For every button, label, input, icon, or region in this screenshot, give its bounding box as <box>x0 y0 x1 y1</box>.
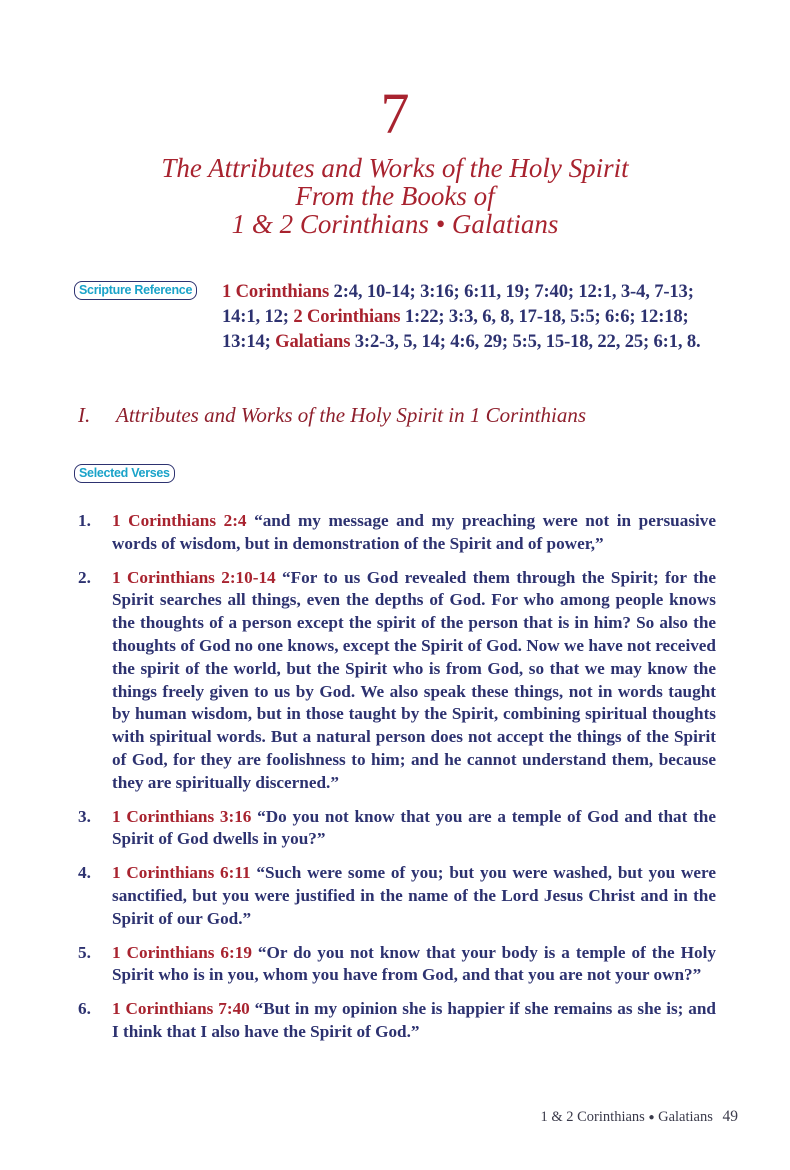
chapter-title-line-1: The Attributes and Works of the Holy Spirit <box>161 153 629 183</box>
chapter-number: 7 <box>380 81 410 146</box>
verse-number: 6. <box>78 999 91 1019</box>
book-refs: 1:22; 3:3, 6, 8, 17-18, 5:5; 6:6; 12:18; 13:14; <box>222 306 689 352</box>
page-footer <box>540 1108 738 1126</box>
verse-item <box>78 567 716 795</box>
book-refs: 2:4, 10-14; 3:16; 6:11, 19; 7:40; 12:1, 3-4, 7-13; 14:1, 12; <box>222 281 694 327</box>
verse-number: 2. <box>78 567 91 587</box>
verse-reference: 1 Corinthians 2:4 <box>112 511 247 530</box>
verse-item <box>78 942 716 988</box>
chapter-title <box>0 154 790 238</box>
selected-verses-header <box>74 464 175 483</box>
chapter-title-line-3: 1 & 2 Corinthians • Galatians <box>231 209 559 239</box>
verse-reference: 1 Corinthians 6:19 <box>112 942 252 962</box>
scripture-reference-list <box>222 279 734 354</box>
verse-item <box>78 998 716 1044</box>
verse-text: “and my message and my preaching were not in persuasive words of wisdom, but in demonstration of the Spirit and of power,” <box>112 511 717 553</box>
book-name: Galatians <box>275 331 351 352</box>
verse-reference: 1 Corinthians 3:16 <box>112 806 252 826</box>
verse-reference: 1 Corinthians 2:10-14 <box>112 567 276 587</box>
book-name: 1 Corinthians <box>222 281 330 302</box>
section-title: Attributes and Works of the Holy Spirit in 1 Corinthians <box>116 403 586 427</box>
verse-text: “But in my opinion she is happier if she remains as she is; and I think that I also have the Spirit of God.” <box>112 999 716 1041</box>
running-title-left: 1 & 2 Corinthians <box>540 1109 645 1125</box>
verse-item <box>78 806 716 852</box>
verse-number: 5. <box>78 942 91 962</box>
verse-reference: 1 Corinthians 7:40 <box>112 999 250 1019</box>
verse-item <box>78 862 716 930</box>
section-numeral: I. <box>78 403 91 427</box>
page-number: 49 <box>722 1108 738 1125</box>
book-refs: 3:2-3, 5, 14; 4:6, 29; 5:5, 15-18, 22, 25; 6:1, 8. <box>350 331 701 352</box>
verse-list <box>78 510 716 1055</box>
verse-number: 4. <box>78 863 91 883</box>
verse-text: “For to us God revealed them through the Spirit; for the Spirit searches all things, even the depths of God. For who among people knows the thoughts of a person except the spirit of the person that is in him? So also the thoughts of God no one knows, except the Spirit of God. Now we have not received the spirit of the world, but the Spirit who is from God, so that we may know the things freely given to us by God. We also speak these things, not in words taught by human wisdom, but in those taught by the Spirit, combining spiritual thoughts with spiritual words. But a natural person does not accept the things of the Spirit of God, for they are foolishness to him; and he cannot understand them, because they are spiritually discerned.” <box>112 567 716 792</box>
verse-number: 1. <box>78 511 91 530</box>
verse-text: “Such were some of you; but you were washed, but you were sanctified, but you were justified in the name of the Lord Jesus Christ and in the Spirit of our God.” <box>112 863 716 928</box>
chapter-title-line-2: From the Books of <box>295 181 495 211</box>
verse-number: 3. <box>78 806 91 826</box>
selected-verses-badge: Selected Verses <box>74 464 175 483</box>
verse-text: “Or do you not know that your body is a temple of the Holy Spirit who is in you, whom you have from God, and that you are not your own?” <box>112 942 716 985</box>
scripture-reference-badge: Scripture Reference <box>74 281 197 300</box>
book-name: 2 Corinthians <box>293 306 401 327</box>
section-heading <box>78 402 586 428</box>
bullet-separator-icon: ● <box>648 1112 655 1123</box>
running-title-right: Galatians <box>658 1109 713 1125</box>
verse-text: “Do you not know that you are a temple of God and that the Spirit of God dwells in you?” <box>112 806 716 849</box>
verse-item <box>78 510 716 556</box>
verse-reference: 1 Corinthians 6:11 <box>112 863 251 883</box>
